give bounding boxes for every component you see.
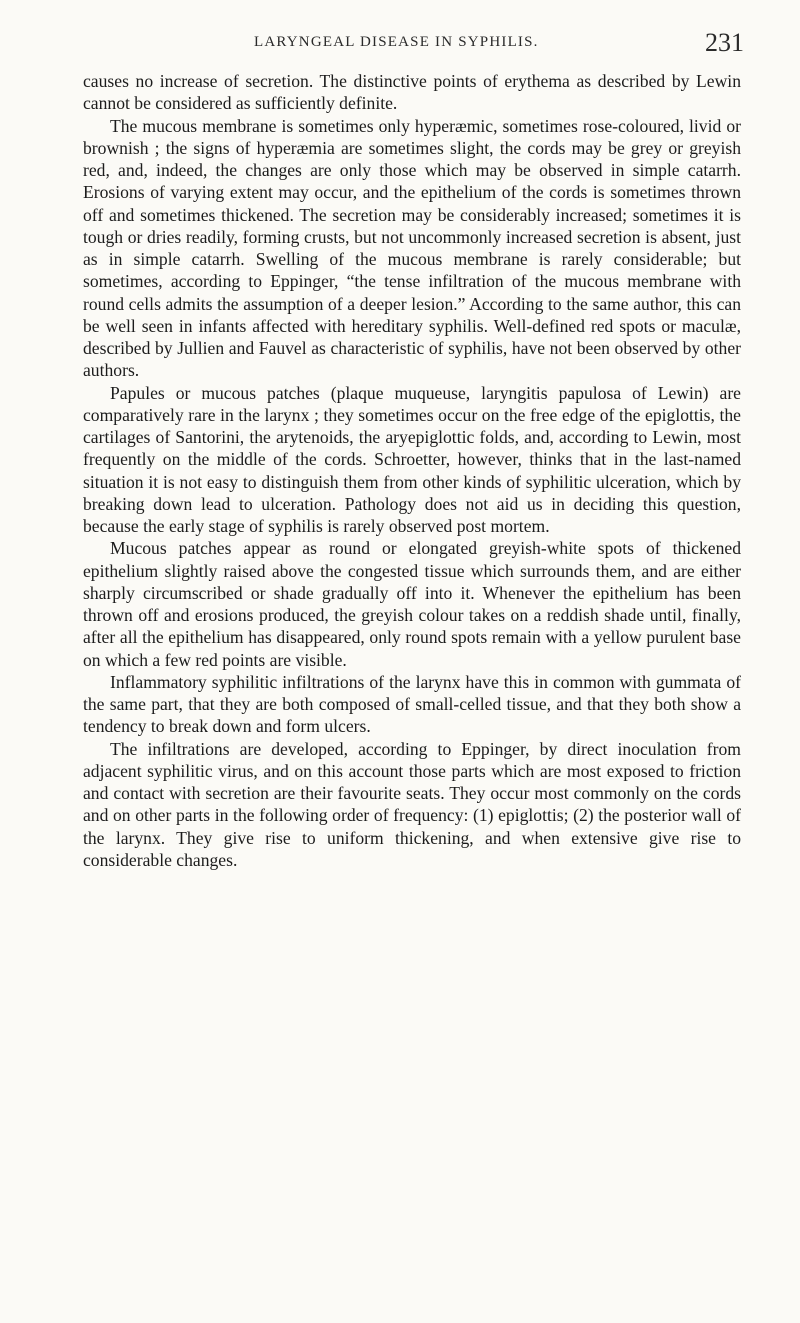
paragraph: causes no increase of secretion. The distinctive points of erythema as described by Lewin cannot be considered as sufficiently definite. xyxy=(83,71,741,114)
paragraph: The mucous membrane is sometimes only hyperæmic, sometimes rose-coloured, livid or brownish ; the signs of hyperæmia are sometimes slight, the cords may be grey or greyish red, and, indeed, the changes are only those which may be observed in simple catarrh. Erosions of varying extent may occur, and the epithelium of the cords is sometimes thrown off and sometimes thickened. The secretion may be considerably increased; sometimes it is tough or dries readily, forming crusts, but not uncommonly increased secretion is absent, just as in simple catarrh. Swelling of the mucous membrane is rarely considerable; but sometimes, according to Eppinger, “the tense infiltration of the mucous membrane with round cells admits the assumption of a deeper lesion.” According to the same author, this can be well seen in infants affected with hereditary syphilis. Well-defined red spots or maculæ, described by Jullien and Fauvel as characteristic of syphilis, have not been observed by other authors. xyxy=(83,115,741,381)
page-header xyxy=(254,28,744,58)
running-head: LARYNGEAL DISEASE IN SYPHILIS. xyxy=(254,34,539,50)
paragraph: Inflammatory syphilitic infiltrations of the larynx have this in common with gummata of the same part, that they are both composed of small-celled tissue, and that they both show a tendency to break down and form ulcers. xyxy=(83,671,741,737)
paragraph: Mucous patches appear as round or elongated greyish-white spots of thickened epithelium slightly raised above the congested tissue which surrounds them, and are either sharply circumscribed or shade gradually off into it. Whenever the epithelium has been thrown off and erosions produced, the greyish colour takes on a reddish shade until, finally, after all the epithelium has disappeared, only round spots remain with a yellow purulent base on which a few red points are visible. xyxy=(83,538,741,670)
paragraph: The infiltrations are developed, according to Eppinger, by direct inoculation from adjacent syphilitic virus, and on this account those parts which are most exposed to friction and contact with secretion are their favourite seats. They occur most commonly on the cords and on other parts in the following order of frequency: (1) epiglottis; (2) the posterior wall of the larynx. They give rise to uniform thickening, and when extensive give rise to considerable changes. xyxy=(83,738,741,870)
paragraph: Papules or mucous patches (plaque muqueuse, laryngitis papulosa of Lewin) are comparatively rare in the larynx ; they sometimes occur on the free edge of the epiglottis, the cartilages of Santorini, the arytenoids, the aryepiglottic folds, and, according to Lewin, most frequently on the middle of the cords. Schroetter, however, thinks that in the last-named situation it is not easy to distinguish them from other kinds of syphilitic ulceration, which by breaking down lead to ulceration. Pathology does not aid us in deciding this question, because the early stage of syphilis is rarely observed post mortem. xyxy=(83,382,741,536)
page-number: 231 xyxy=(705,28,744,57)
body-text xyxy=(83,70,741,871)
